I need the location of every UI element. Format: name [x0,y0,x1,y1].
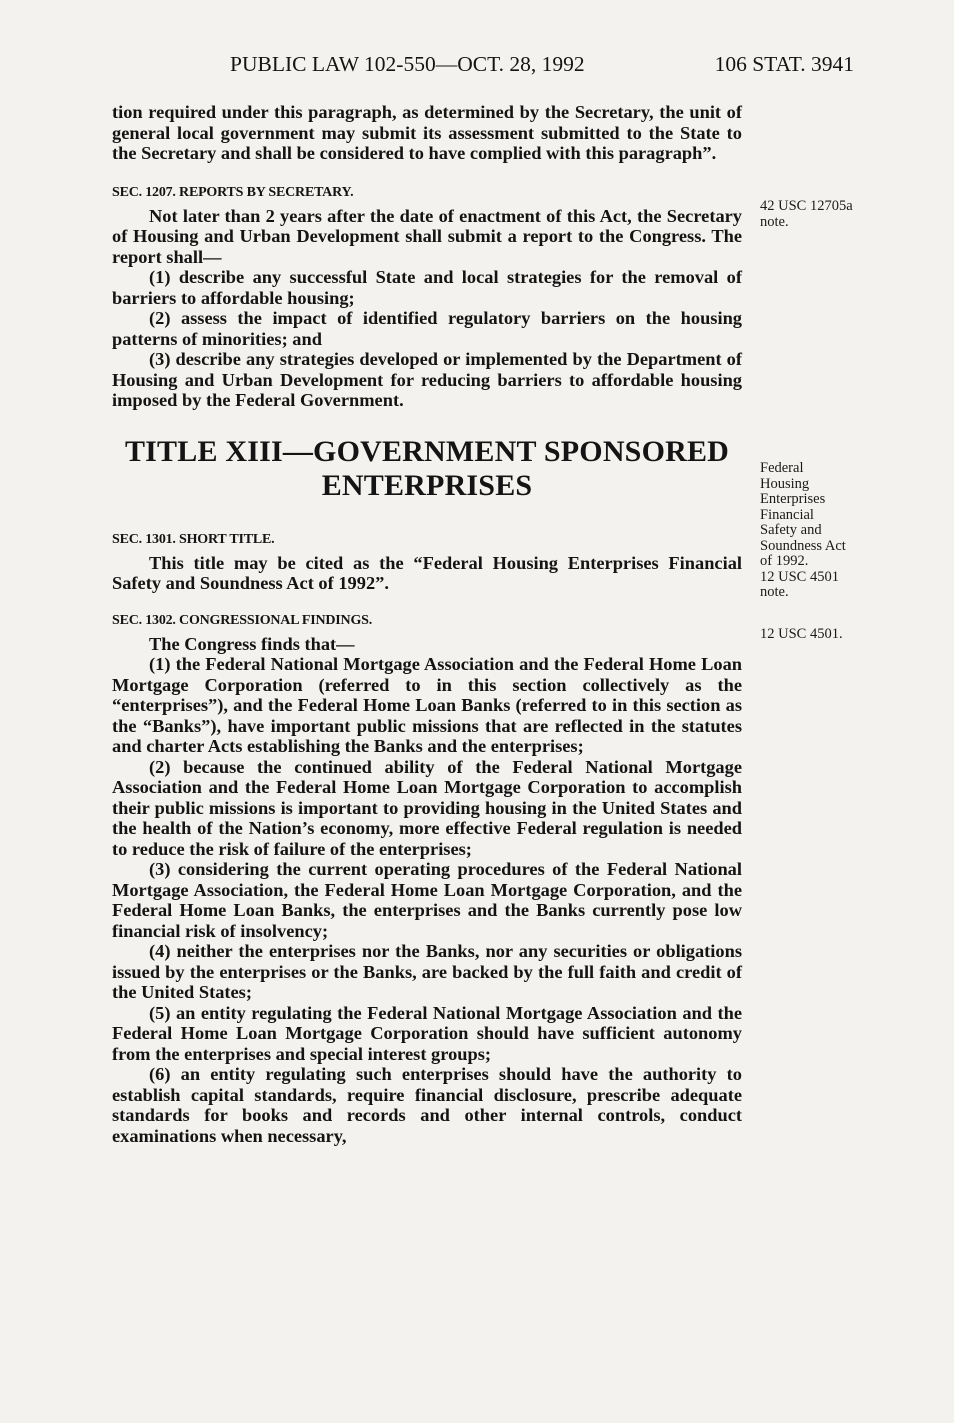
title-line-2: ENTERPRISES [321,468,533,502]
section-heading-1301: SEC. 1301. SHORT TITLE. [112,531,275,547]
margin-note-12usc-line-1: 12 USC 4501 [760,568,839,585]
margin-note-42usc-line-1: 42 USC 12705a [760,198,853,214]
margin-note-act-line-4: Financial [760,506,814,523]
section-1207-item-1 [75,267,742,308]
margin-note-act-name [760,461,880,601]
paragraph-continuation: tion required under this paragraph, as determined by the Secretary, the unit of general local government may submit its assessment submitted to the State to the Secretary and shall be considered to have complied with this paragraph”. [112,102,742,163]
section-1302-item-4: (4) neither the enterprises nor the Banks, nor any securities or obligations issued by the enterprises or the Banks, are backed by the full faith and credit of the United States; [112,941,742,1002]
section-1207-item-2: (2) assess the impact of identified regulatory barriers on the housing patterns of minorities; and [112,308,742,349]
section-1207-item-1-text: (1) describe any successful State and local strategies for the removal of barriers to affordable housing; [112,267,742,308]
section-1302-item-1: (1) the Federal National Mortgage Association and the Federal Home Loan Mortgage Corporation (referred to in this section collectively as the “enterprises”), and the Federal Home Loan Banks (referred to in this section as the “Banks”), have important public missions that are reflected in the statutes and charter Acts establishing the Banks and the enterprises; [112,654,742,756]
header-stat-page: 106 STAT. 3941 [714,52,854,76]
margin-note-12usc-line-2: note. [760,584,789,600]
margin-note-42usc [760,199,880,230]
section-heading-1207: SEC. 1207. REPORTS BY SECRETARY. [112,184,354,200]
margin-note-act-line-1: Federal [760,460,804,476]
margin-note-act-line-6: Soundness Act [760,537,846,554]
section-1302-item-3: (3) considering the current operating procedures of the Federal National Mortgage Association, the Federal Home Loan Mortgage Corporation, and the Federal Home Loan Banks, the enterprises and the Banks currently pose low financial risk of insolvency; [112,859,742,941]
section-1207-text: Not later than 2 years after the date of enactment of this Act, the Secretary of Housing and Urban Development shall submit a report to the Congress. The report shall— [112,205,742,267]
margin-note-act-line-2: Housing [760,475,810,492]
title-heading [112,435,742,503]
section-1302-intro: The Congress finds that— [149,633,355,654]
margin-note-act-line-3: Enterprises [760,491,826,507]
main-column [112,102,742,1146]
section-1301-text: This title may be cited as the “Federal Housing Enterprises Financial Safety and Soundness Act of 1992”. [112,552,742,593]
margin-note-act-line-7: of 1992. [760,553,809,569]
margin-note-42usc-line-2: note. [760,213,789,230]
margin-note-12usc-4501-text: 12 USC 4501. [760,626,843,642]
section-heading-1302: SEC. 1302. CONGRESSIONAL FINDINGS. [112,612,373,628]
margin-note-act-line-5: Safety and [760,522,822,538]
margin-note-12usc-4501 [760,627,880,643]
section-1302-item-6: (6) an entity regulating such enterprises should have the authority to establish capital standards, require financial disclosure, prescribe adequate standards for books and records and other internal controls, conduct examinations when necessary, [112,1064,742,1146]
title-line-1: TITLE XIII—GOVERNMENT SPONSORED [124,434,730,468]
section-1302-item-2: (2) because the continued ability of the Federal National Mortgage Association and the Federal Home Loan Mortgage Corporation to accomplish their public missions is important to providing housing in the United States and the health of the Nation’s economy, more effective Federal regulation is needed to reduce the risk of failure of the enterprises; [112,756,742,859]
header-citation: PUBLIC LAW 102-550—OCT. 28, 1992 [230,52,585,76]
section-1302-item-5: (5) an entity regulating the Federal National Mortgage Association and the Federal Home Loan Mortgage Corporation should have sufficient autonomy from the enterprises and special interest groups; [112,1002,742,1064]
section-1207-item-3: (3) describe any strategies developed or implemented by the Department of Housing and Urban Development for reducing barriers to affordable housing imposed by the Federal Government. [112,349,742,410]
